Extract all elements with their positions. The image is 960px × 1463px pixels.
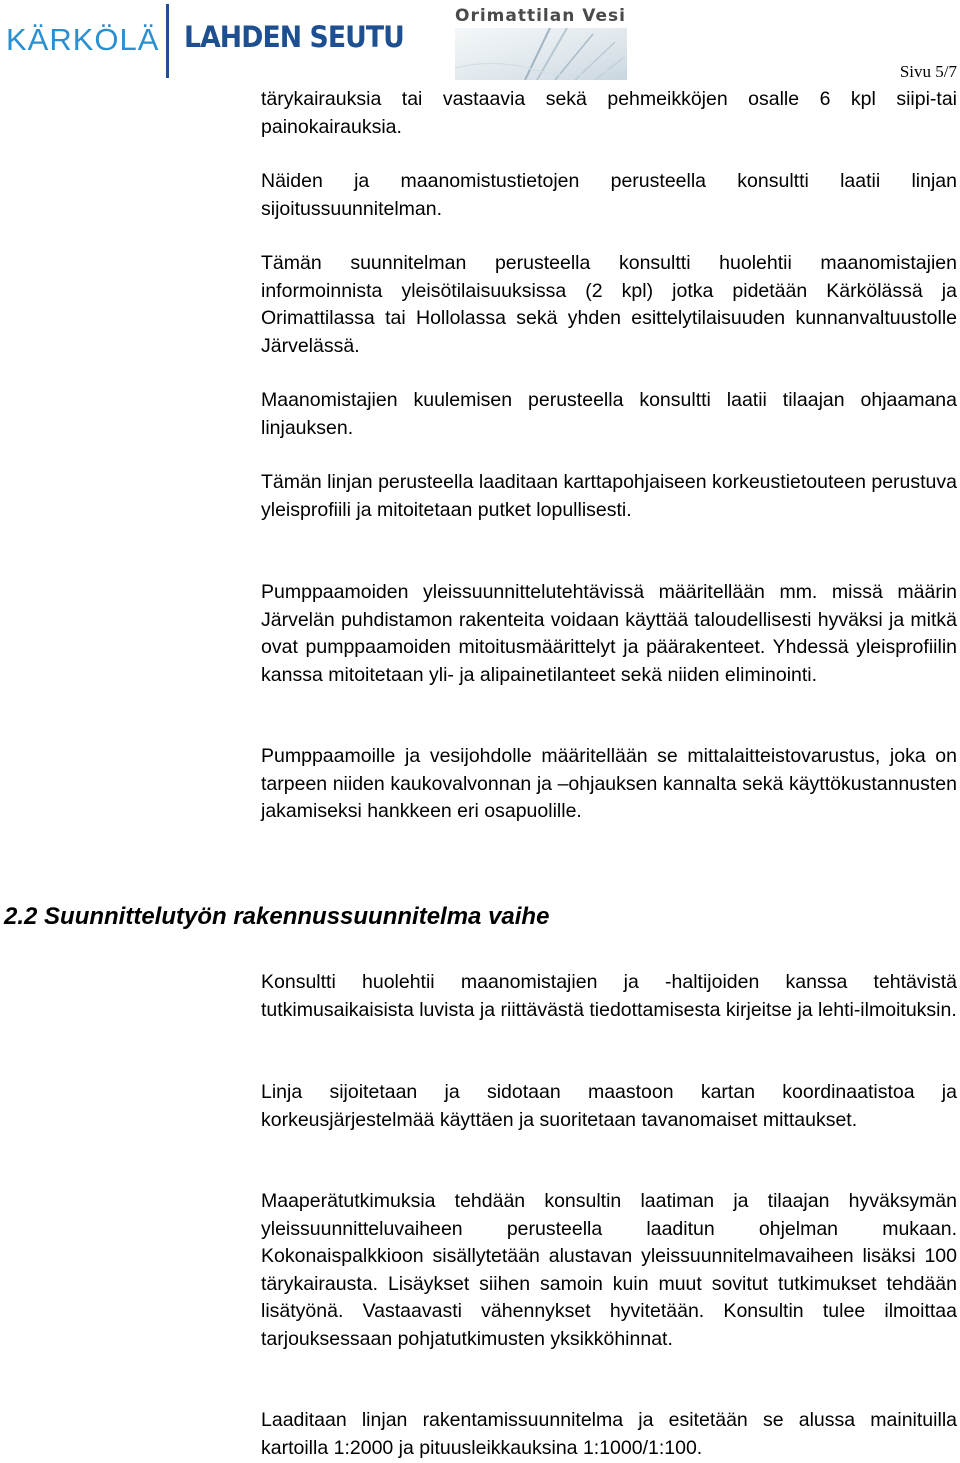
water-graphic-icon: [455, 28, 627, 80]
karkola-logo: KÄRKÖLÄ: [6, 22, 160, 57]
paragraph: Linja sijoitetaan ja sidotaan maastoon kartan koordinaatistoa ja korkeusjärjestelmää käyttäen ja suoritetaan tavanomaiset mittaukset.: [261, 1081, 957, 1131]
logo-divider: [166, 4, 169, 78]
header-logos: [0, 0, 640, 82]
paragraph: Laaditaan linjan rakentamissuunnitelma ja esitetään se alussa mainituilla kartoilla 1:2000 ja pituusleikkauksina 1:1000/1:100.: [261, 1409, 957, 1459]
paragraph: tärykairauksia tai vastaavia sekä pehmeikköjen osalle 6 kpl siipi-tai painokairauksia.: [261, 88, 957, 138]
orimattilan-vesi-logo: [455, 0, 627, 80]
paragraph: Maaperätutkimuksia tehdään konsultin laatiman ja tilaajan hyväksymän yleissuunnitteluvaiheen perusteella laaditun ohjelman mukaan. Kokonaispalkkioon sisällytetään alustavan yleissuunnitelmavaiheen lisäksi 100 tärykairausta. Lisäykset siihen samoin kuin muut sovitut tutkimukset tehdään lisätyönä. Vastaavasti vähennykset hyvitetään. Konsultin tulee ilmoittaa tarjouksessaan pohjatutkimusten yksikköhinnat.: [261, 1190, 957, 1350]
paragraph: Konsultti huolehtii maanomistajien ja -haltijoiden kanssa tehtävistä tutkimusaikaisista luvista ja riittävästä tiedottamisesta kirjeitse ja lehti-ilmoituksin.: [261, 971, 957, 1021]
paragraph: Näiden ja maanomistustietojen perusteella konsultti laatii linjan sijoitussuunnitelman.: [261, 170, 957, 220]
paragraph: Tämän linjan perusteella laaditaan karttapohjaiseen korkeustietouteen perustuva yleisprofiili ja mitoitetaan putket lopullisesti.: [261, 471, 957, 521]
lahden-seutu-logo: LAHDEN SEUTU: [184, 20, 404, 54]
paragraph: Pumppaamoille ja vesijohdolle määritellään se mittalaitteistovarustus, joka on tarpeen niiden kaukovalvonnan ja –ohjauksen kannalta sekä käyttökustannusten jakamiseksi hankkeen eri osapuolille.: [261, 745, 957, 822]
paragraph: Pumppaamoiden yleissuunnittelutehtävissä määritellään mm. missä määrin Järvelän puhdistamon rakenteita voidaan käyttää taloudellisesti hyväksi ja mitkä ovat pumppaamoiden mitoitusmäärittelyt ja päärakenteet. Yhdessä yleisprofiilin kanssa mitoitetaan yli- ja alipainetilanteet sekä niiden eliminointi.: [261, 581, 957, 686]
orimattilan-vesi-wordmark: Orimattilan Vesi: [455, 6, 626, 26]
paragraph: Maanomistajien kuulemisen perusteella konsultti laatii tilaajan ohjaamana linjauksen.: [261, 389, 957, 439]
paragraph: Tämän suunnitelman perusteella konsultti huolehtii maanomistajien informoinnista yleisötilaisuuksissa (2 kpl) jotka pidetään Kärkölässä ja Orimattilassa tai Hollolassa sekä yhden esittelytilaisuuden kunnanvaltuustolle Järvelässä.: [261, 252, 957, 357]
section-heading: 2.2 Suunnittelutyön rakennussuunnitelma vaihe: [4, 903, 550, 930]
page-number: Sivu 5/7: [899, 62, 957, 81]
